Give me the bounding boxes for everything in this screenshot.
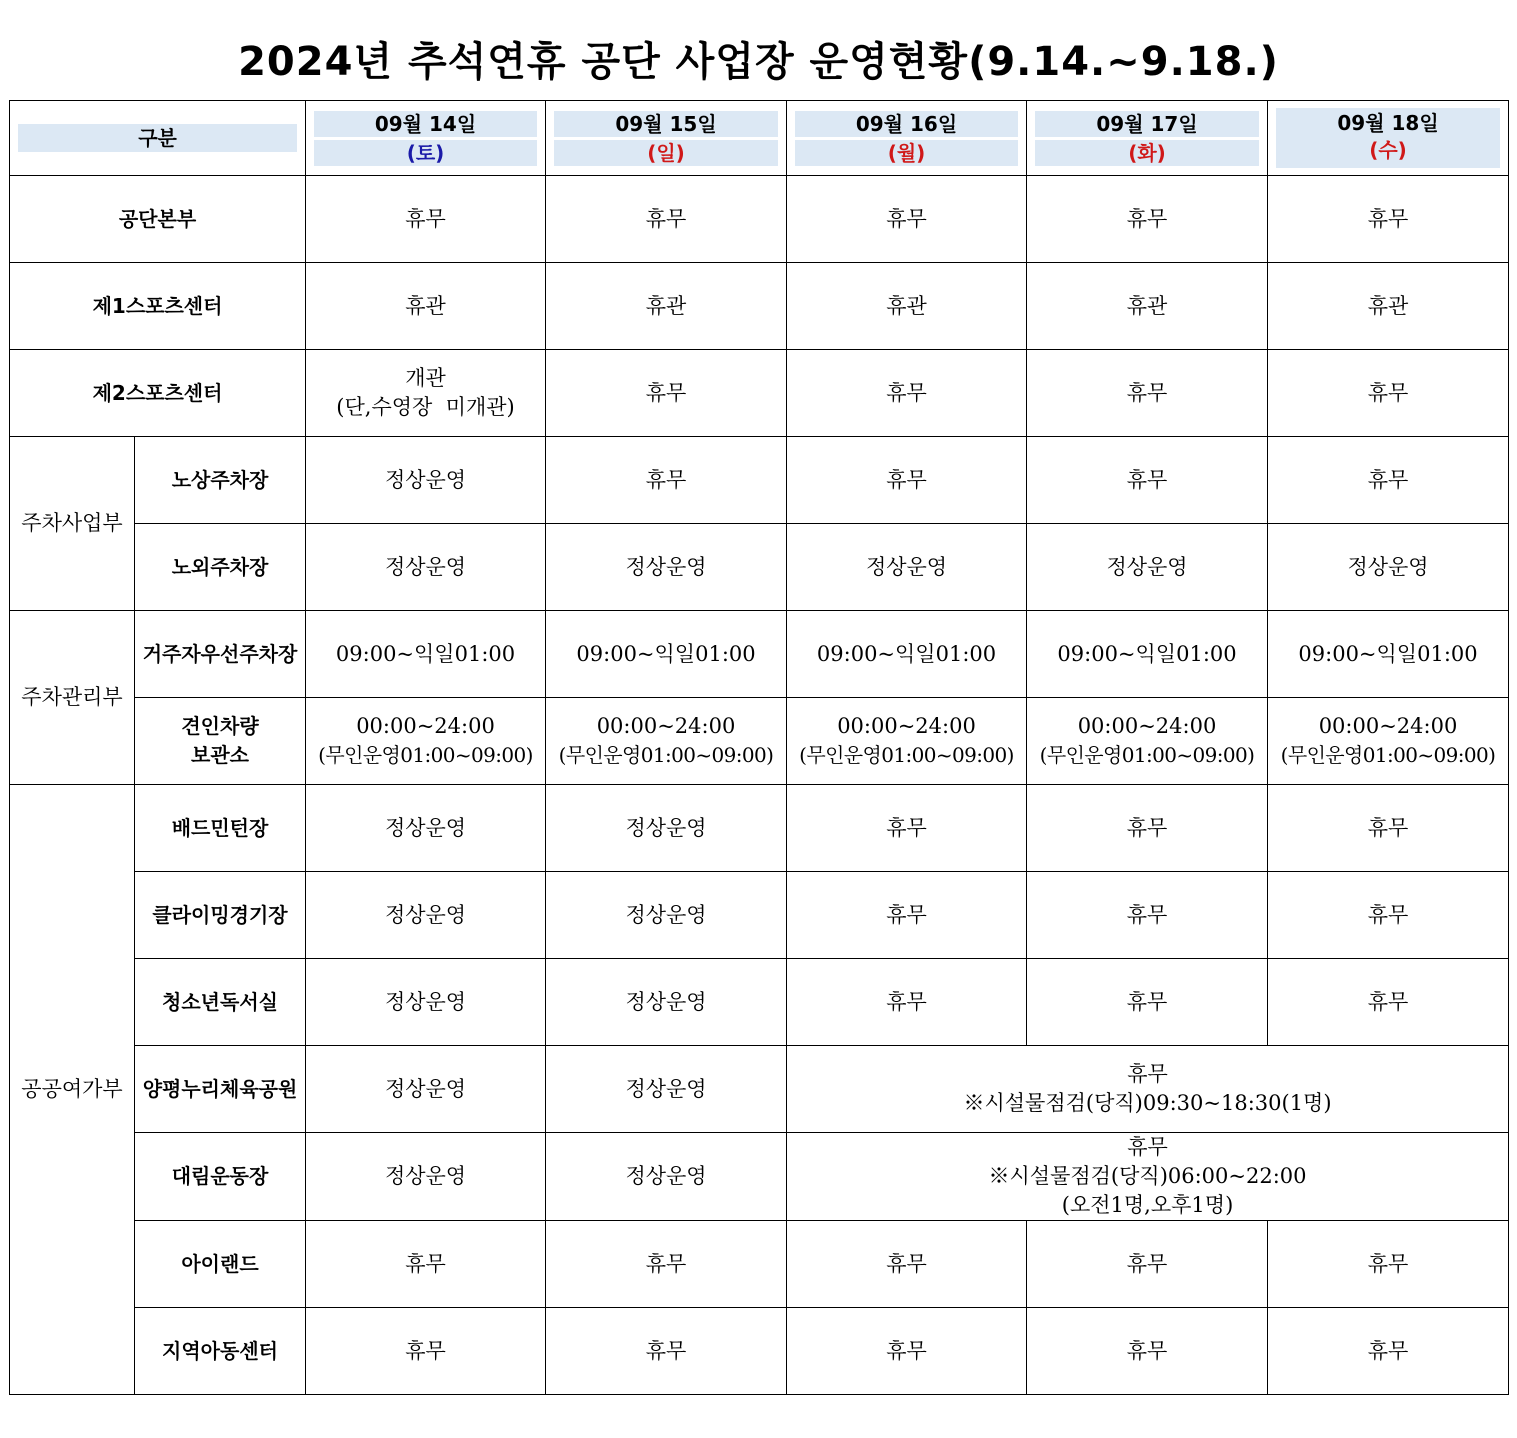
status-cell: 정상운영 — [546, 1046, 787, 1133]
status-cell: 휴무 — [787, 437, 1027, 524]
status-cell: 정상운영 — [787, 524, 1027, 611]
header-date-cell — [546, 101, 787, 176]
header-date: 09월 18일 — [1337, 111, 1439, 135]
status-line: 00:00~24:00 — [1077, 714, 1217, 738]
status-cell: 휴무 — [1268, 959, 1509, 1046]
merged-status-cell — [787, 1133, 1509, 1221]
row-label: 제2스포츠센터 — [10, 350, 306, 437]
status-cell: 09:00~익일01:00 — [1027, 611, 1268, 698]
status-cell: 휴무 — [787, 959, 1027, 1046]
status-cell: 휴관 — [1027, 263, 1268, 350]
table-row — [10, 437, 1509, 524]
status-cell: 09:00~익일01:00 — [306, 611, 546, 698]
status-cell: 정상운영 — [306, 437, 546, 524]
status-cell: 휴무 — [1027, 350, 1268, 437]
status-cell — [787, 698, 1027, 785]
status-cell: 휴무 — [1268, 437, 1509, 524]
status-cell: 휴무 — [1268, 785, 1509, 872]
page-title: 2024년 추석연휴 공단 사업장 운영현황(9.14.~9.18.) — [238, 39, 1279, 85]
status-cell: 09:00~익일01:00 — [1268, 611, 1509, 698]
table-row — [10, 698, 1509, 785]
header-day: (수) — [1369, 138, 1407, 162]
group-label: 공공여가부 — [10, 785, 135, 1395]
status-cell: 09:00~익일01:00 — [787, 611, 1027, 698]
status-note: (무인운영01:00~09:00) — [1280, 743, 1496, 767]
status-cell: 휴무 — [546, 1308, 787, 1395]
status-cell: 정상운영 — [306, 959, 546, 1046]
status-cell: 휴무 — [546, 350, 787, 437]
status-line: 휴무 — [1127, 1062, 1168, 1086]
table-row — [10, 1133, 1509, 1221]
table-row — [10, 785, 1509, 872]
status-note: (오전1명,오후1명) — [1061, 1193, 1234, 1217]
table-row — [10, 350, 1509, 437]
status-cell: 휴무 — [1027, 437, 1268, 524]
status-cell: 휴무 — [1027, 785, 1268, 872]
status-cell: 휴무 — [787, 350, 1027, 437]
header-date: 09월 15일 — [554, 111, 778, 137]
header-date-cell — [306, 101, 546, 176]
status-cell: 정상운영 — [306, 872, 546, 959]
status-cell: 휴무 — [1268, 350, 1509, 437]
status-cell: 정상운영 — [1268, 524, 1509, 611]
table-row — [10, 1046, 1509, 1133]
header-date: 09월 17일 — [1035, 111, 1259, 137]
status-cell: 휴관 — [1268, 263, 1509, 350]
status-note: ※시설물점검(당직)09:30~18:30(1명) — [963, 1091, 1332, 1115]
status-note: (단,수영장 미개관) — [336, 395, 515, 419]
status-line: 00:00~24:00 — [1318, 714, 1458, 738]
row-label: 제1스포츠센터 — [10, 263, 306, 350]
row-label: 배드민턴장 — [135, 785, 306, 872]
status-cell: 휴무 — [1027, 872, 1268, 959]
row-label-line: 견인차량 — [181, 714, 259, 738]
header-day: (일) — [554, 140, 778, 166]
table-row — [10, 959, 1509, 1046]
status-cell: 정상운영 — [1027, 524, 1268, 611]
row-label: 지역아동센터 — [135, 1308, 306, 1395]
status-cell: 휴무 — [306, 1221, 546, 1308]
status-cell: 휴무 — [1027, 176, 1268, 263]
table-row — [10, 611, 1509, 698]
row-label: 청소년독서실 — [135, 959, 306, 1046]
status-cell — [306, 698, 546, 785]
status-cell: 09:00~익일01:00 — [546, 611, 787, 698]
table-row — [10, 1221, 1509, 1308]
status-cell: 정상운영 — [546, 959, 787, 1046]
header-date-cell — [1027, 101, 1268, 176]
header-date-cell — [1268, 101, 1509, 176]
status-cell: 휴무 — [1027, 1221, 1268, 1308]
status-cell: 정상운영 — [306, 1046, 546, 1133]
operation-table — [9, 100, 1509, 1395]
status-cell: 휴무 — [787, 785, 1027, 872]
status-cell — [1268, 698, 1509, 785]
status-cell: 휴무 — [1268, 1308, 1509, 1395]
status-cell: 정상운영 — [306, 524, 546, 611]
row-label: 공단본부 — [10, 176, 306, 263]
header-date: 09월 16일 — [795, 111, 1018, 137]
status-cell: 휴무 — [787, 1221, 1027, 1308]
status-cell — [306, 350, 546, 437]
status-line: 개관 — [405, 366, 446, 390]
merged-status-cell — [787, 1046, 1509, 1133]
row-label-line: 보관소 — [191, 743, 249, 767]
status-cell: 휴무 — [306, 1308, 546, 1395]
status-cell: 정상운영 — [546, 872, 787, 959]
status-cell: 휴무 — [1268, 176, 1509, 263]
status-line: 휴무 — [1127, 1135, 1168, 1159]
group-label: 주차사업부 — [10, 437, 135, 611]
row-label: 양평누리체육공원 — [135, 1046, 306, 1133]
table-row — [10, 524, 1509, 611]
row-label: 거주자우선주차장 — [135, 611, 306, 698]
status-line: 00:00~24:00 — [356, 714, 495, 738]
status-cell: 휴무 — [787, 176, 1027, 263]
row-label: 노상주차장 — [135, 437, 306, 524]
header-row — [10, 101, 1509, 176]
status-cell: 휴무 — [787, 1308, 1027, 1395]
row-label: 클라이밍경기장 — [135, 872, 306, 959]
status-cell: 휴무 — [1268, 872, 1509, 959]
row-label: 아이랜드 — [135, 1221, 306, 1308]
status-cell: 휴무 — [787, 872, 1027, 959]
group-label: 주차관리부 — [10, 611, 135, 785]
header-date-combined — [1276, 108, 1500, 168]
status-cell: 휴무 — [546, 176, 787, 263]
table-row — [10, 872, 1509, 959]
table-row — [10, 1308, 1509, 1395]
status-cell: 휴무 — [306, 176, 546, 263]
status-cell: 휴관 — [546, 263, 787, 350]
status-cell: 정상운영 — [546, 785, 787, 872]
header-day: (토) — [314, 140, 537, 166]
row-label: 대림운동장 — [135, 1133, 306, 1221]
status-note: (무인운영01:00~09:00) — [799, 743, 1014, 767]
status-note: (무인운영01:00~09:00) — [318, 743, 533, 767]
row-label — [135, 698, 306, 785]
header-category: 구분 — [18, 124, 297, 152]
status-note: ※시설물점검(당직)06:00~22:00 — [988, 1164, 1307, 1188]
status-note: (무인운영01:00~09:00) — [558, 743, 774, 767]
header-category-cell — [10, 101, 306, 176]
header-date: 09월 14일 — [314, 111, 537, 137]
status-line: 00:00~24:00 — [596, 714, 736, 738]
status-cell: 휴무 — [1268, 1221, 1509, 1308]
status-cell: 정상운영 — [546, 524, 787, 611]
status-cell: 정상운영 — [306, 785, 546, 872]
status-cell: 휴무 — [1027, 959, 1268, 1046]
header-date-cell — [787, 101, 1027, 176]
status-cell: 휴무 — [1027, 1308, 1268, 1395]
table-row — [10, 176, 1509, 263]
status-cell — [546, 698, 787, 785]
status-cell: 휴무 — [546, 437, 787, 524]
status-note: (무인운영01:00~09:00) — [1039, 743, 1255, 767]
status-cell — [1027, 698, 1268, 785]
status-cell: 휴관 — [306, 263, 546, 350]
status-cell: 휴관 — [787, 263, 1027, 350]
row-label: 노외주차장 — [135, 524, 306, 611]
status-cell: 휴무 — [546, 1221, 787, 1308]
status-line: 00:00~24:00 — [837, 714, 976, 738]
header-day: (화) — [1035, 140, 1259, 166]
status-cell: 정상운영 — [306, 1133, 546, 1221]
header-day: (월) — [795, 140, 1018, 166]
table-row — [10, 263, 1509, 350]
status-cell: 정상운영 — [546, 1133, 787, 1221]
